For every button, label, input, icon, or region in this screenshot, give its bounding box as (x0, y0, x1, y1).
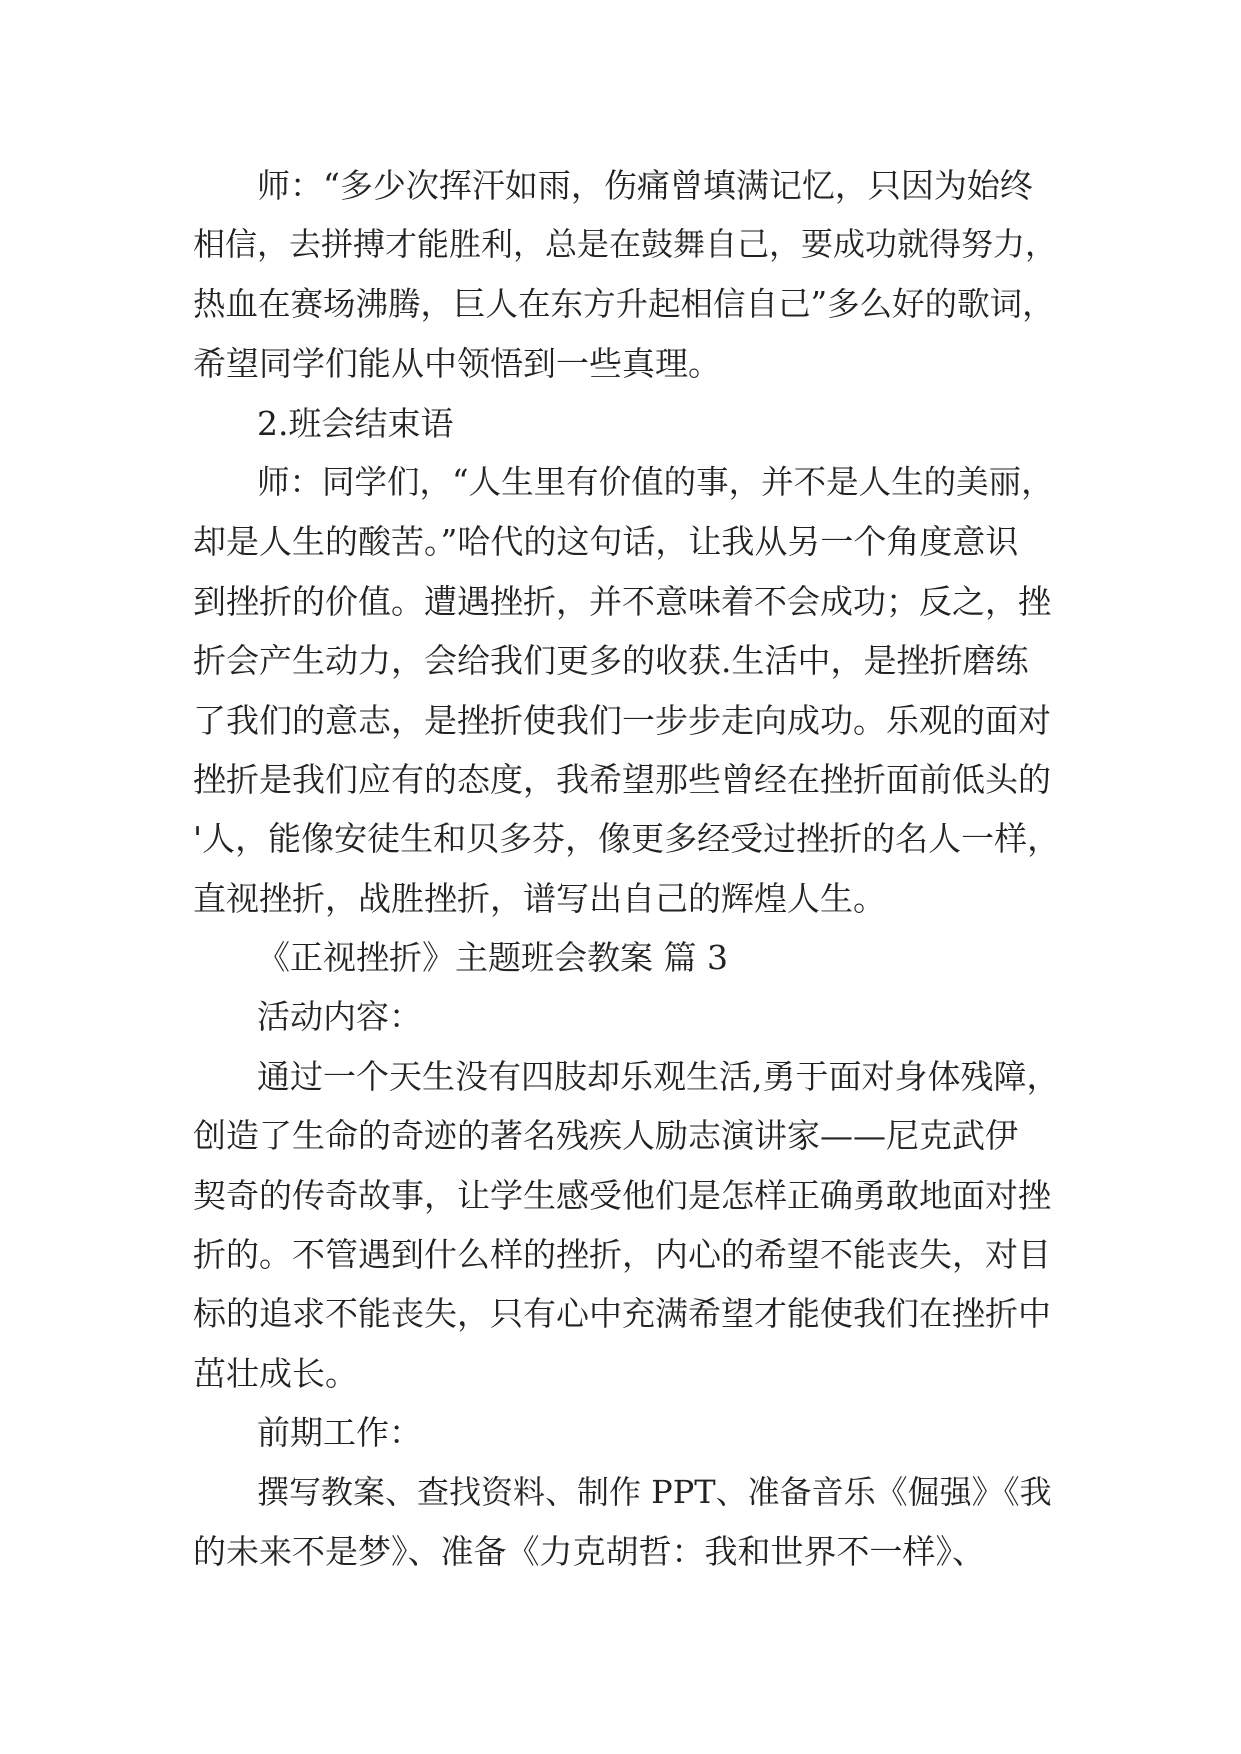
section-heading: 前期工作： (257, 1413, 422, 1453)
paragraph-line: 契奇的传奇故事，让学生感受他们是怎样正确勇敢地面对挫 (193, 1175, 1051, 1215)
paragraph-line: 直视挫折，战胜挫折，谱写出自己的辉煌人生。 (193, 878, 886, 918)
paragraph-line: 的未来不是梦》、准备《力克胡哲：我和世界不一样》、 (193, 1531, 985, 1571)
section-heading: 2.班会结束语 (257, 403, 454, 443)
paragraph-line: 茁壮成长。 (193, 1353, 358, 1393)
document-body (193, 156, 1061, 1581)
paragraph-line: 热血在赛场沸腾，巨人在东方升起相信自己”多么好的歌词， (193, 284, 1055, 323)
paragraph-line: '人，能像安徒生和贝多芬，像更多经受过挫折的名人一样， (193, 819, 1061, 859)
paragraph-line: 师：同学们，“人生里有价值的事，并不是人生的美丽， (257, 462, 1054, 501)
paragraph-line: 希望同学们能从中领悟到一些真理。 (193, 344, 721, 384)
paragraph-line: 挫折是我们应有的态度，我希望那些曾经在挫折面前低头的 (193, 759, 1051, 799)
paragraph-line: 师：“多少次挥汗如雨，伤痛曾填满记忆，只因为始终 (257, 166, 1033, 205)
paragraph-line: 通过一个天生没有四肢却乐观生活,勇于面对身体残障， (257, 1056, 1060, 1096)
paragraph-line: 折的。不管遇到什么样的挫折，内心的希望不能丧失，对目 (193, 1235, 1051, 1275)
section-heading: 活动内容： (257, 997, 422, 1037)
paragraph-line: 折会产生动力，会给我们更多的收获.生活中，是挫折磨练 (193, 641, 1029, 681)
paragraph-line: 标的追求不能丧失，只有心中充满希望才能使我们在挫折中 (193, 1294, 1051, 1334)
paragraph-line: 撰写教案、查找资料、制作 PPT、准备音乐《倔强》《我 (257, 1472, 1052, 1511)
paragraph-line: 到挫折的价值。遭遇挫折，并不意味着不会成功；反之，挫 (193, 581, 1051, 621)
paragraph-line: 相信，去拼搏才能胜利，总是在鼓舞自己，要成功就得努力， (193, 225, 1058, 264)
paragraph-line: 了我们的意志，是挫折使我们一步步走向成功。乐观的面对 (193, 700, 1051, 740)
section-title: 《正视挫折》主题班会教案 篇 3 (257, 938, 728, 978)
paragraph-line: 却是人生的酸苦。”哈代的这句话，让我从另一个角度意识 (193, 522, 1019, 562)
paragraph-line: 创造了生命的奇迹的著名残疾人励志演讲家——尼克武伊 (193, 1116, 1018, 1156)
